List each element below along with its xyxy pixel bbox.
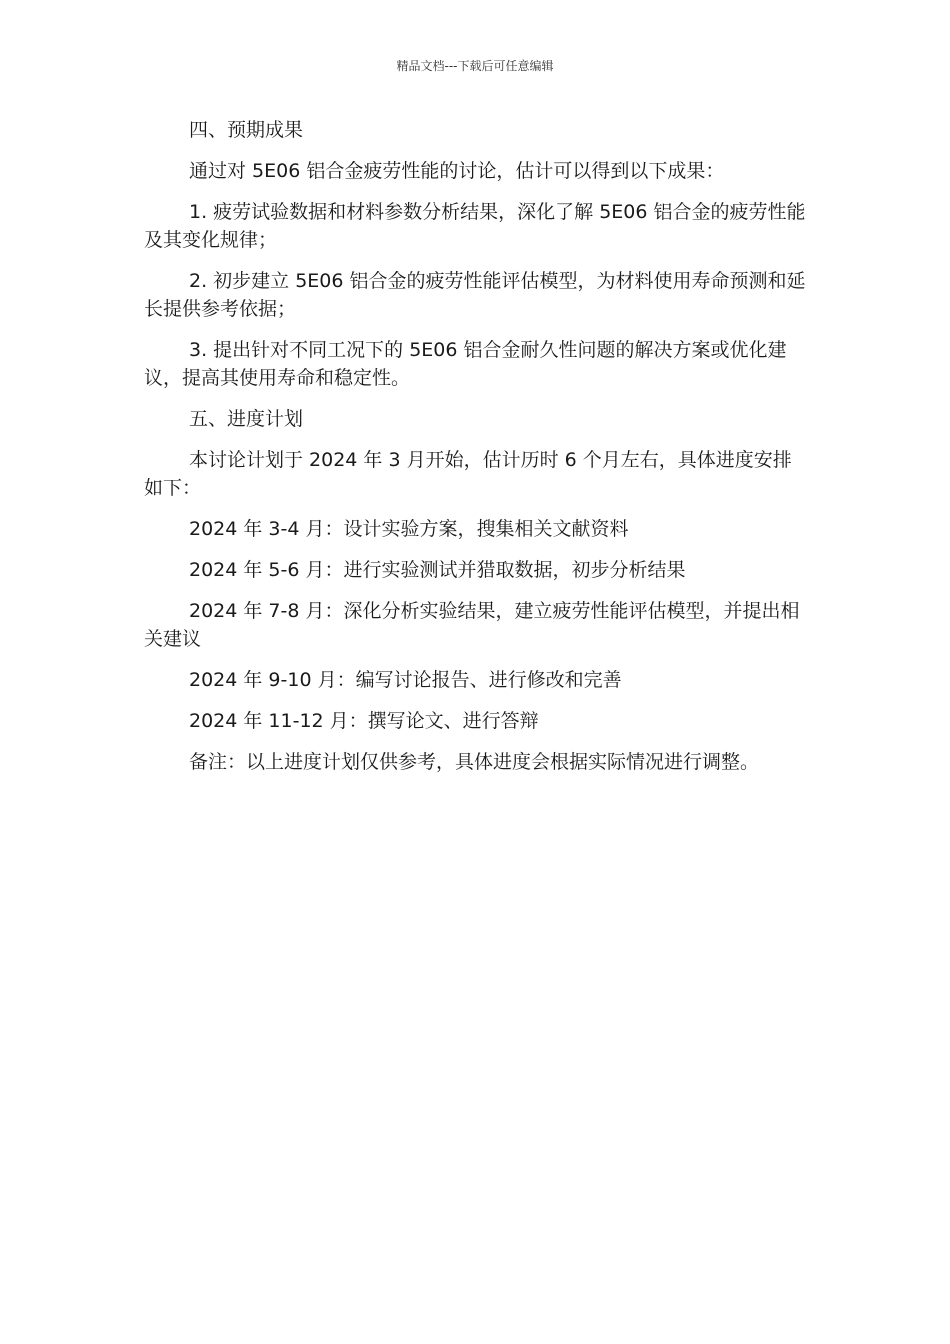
schedule-item-may-jun: 2024 年 5-6 月：进行实验测试并猎取数据，初步分析结果: [189, 559, 686, 581]
section-heading-schedule: 五、进度计划: [189, 408, 304, 430]
result-item-2: 2. 初步建立 5E06 铝合金的疲劳性能评估模型，为材料使用寿命预测和延长提供参考依据；: [144, 270, 806, 320]
schedule-item-sep-oct: 2024 年 9-10 月：编写讨论报告、进行修改和完善: [189, 669, 622, 691]
schedule-intro-paragraph: 本讨论计划于 2024 年 3 月开始，估计历时 6 个月左右，具体进度安排如下：: [144, 449, 792, 499]
page-header-watermark: 精品文档---下载后可任意编辑: [396, 59, 554, 73]
results-intro-paragraph: 通过对 5E06 铝合金疲劳性能的讨论，估计可以得到以下成果：: [189, 160, 725, 182]
section-heading-expected-results: 四、预期成果: [189, 119, 304, 141]
schedule-item-jul-aug: 2024 年 7-8 月：深化分析实验结果，建立疲劳性能评估模型，并提出相关建议: [144, 600, 800, 650]
result-item-1: 1. 疲劳试验数据和材料参数分析结果，深化了解 5E06 铝合金的疲劳性能及其变化规律；: [144, 201, 806, 251]
document-body: [144, 116, 810, 789]
remark-paragraph: 备注：以上进度计划仅供参考，具体进度会根据实际情况进行调整。: [189, 751, 760, 773]
result-item-3: 3. 提出针对不同工况下的 5E06 铝合金耐久性问题的解决方案或优化建议，提高其使用寿命和稳定性。: [144, 339, 787, 389]
schedule-item-nov-dec: 2024 年 11-12 月：撰写论文、进行答辩: [189, 710, 539, 732]
schedule-item-mar-apr: 2024 年 3-4 月：设计实验方案，搜集相关文献资料: [189, 518, 629, 540]
